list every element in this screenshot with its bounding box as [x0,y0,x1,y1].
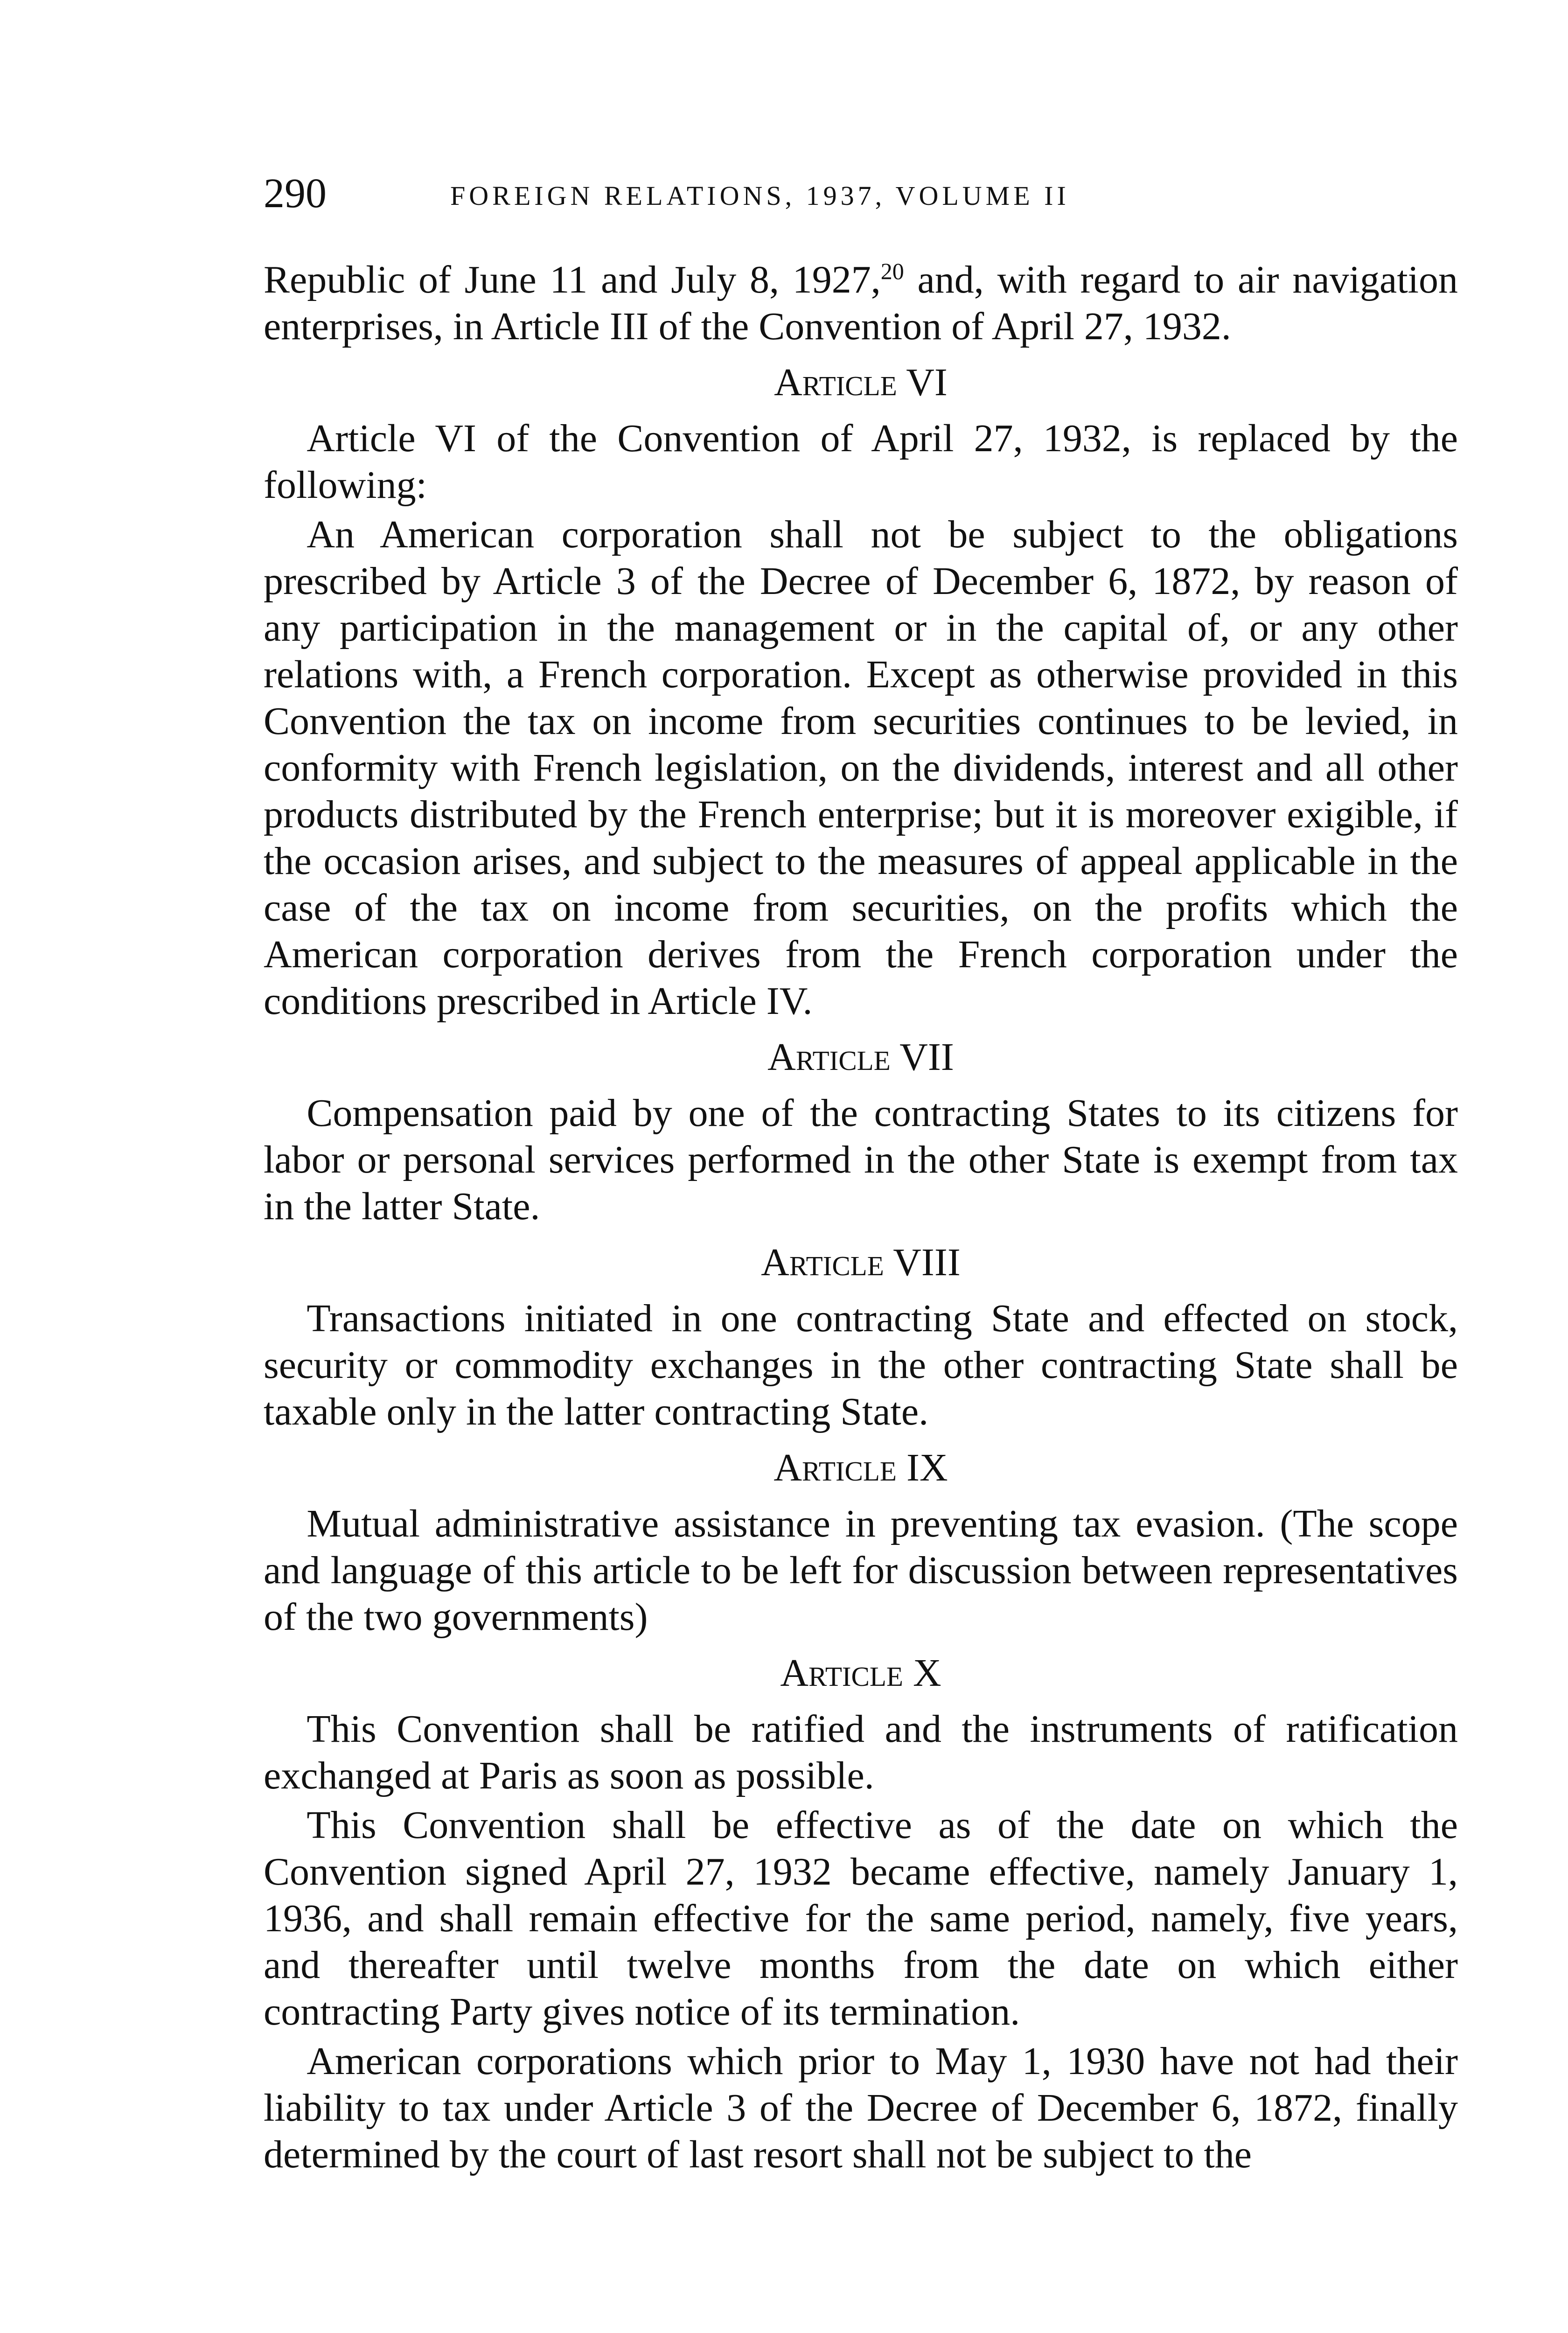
running-head: FOREIGN RELATIONS, 1937, VOLUME II [450,181,1070,211]
page-header [264,168,1458,219]
article-x-paragraph-1: This Convention shall be ratified and the instruments of ratification exchanged at Paris as soon as possible. [264,1707,1458,1797]
article-viii-heading: Article VIII [761,1241,961,1284]
article-x-paragraph-2: This Convention shall be effective as of the date on which the Convention signed April 27, 1932 became effective, namely January 1, 1936, and shall remain effective for the same period, namely, five years, and thereafter until twelve months from the date on which either contracting Party gives notice of its termination. [264,1803,1458,2033]
article-viii-paragraph-1: Transactions initiated in one contracting State and effected on stock, security or commodity exchanges in the other contracting State shall be taxable only in the latter contracting State. [264,1297,1458,1433]
page-number: 290 [264,170,327,217]
page-body [264,257,1458,2178]
continued-text-after: and, with regard to air navigation enterprises, in Article III of the Convention of April 27, 1932. [264,258,1458,348]
footnote-reference: 20 [880,258,904,284]
article-vi-paragraph-1: Article VI of the Convention of April 27, 1932, is replaced by the following: [264,417,1458,507]
article-vi-heading: Article VI [774,361,948,404]
continued-paragraph [264,257,1458,350]
continued-text-before: Republic of June 11 and July 8, 1927, [264,258,881,301]
article-vii-heading: Article VII [767,1035,954,1079]
article-vii-paragraph-1: Compensation paid by one of the contracting States to its citizens for labor or personal services performed in the other State is exempt from tax in the latter State. [264,1091,1458,1228]
article-vi-paragraph-2: An American corporation shall not be subject to the obligations prescribed by Article 3 of the Decree of December 6, 1872, by reason of any participation in the management or in the capital of, or any other relations with, a French corporation. Except as otherwise provided in this Convention the tax on income from securities continues to be levied, in conformity with French legislation, on the dividends, interest and all other products distributed by the French enterprise; but it is moreover exigible, if the occasion arises, and subject to the measures of appeal applicable in the case of the tax on income from securities, on the profits which the American corporation derives from the French corporation under the conditions prescribed in Article IV. [264,513,1458,1023]
article-x-paragraph-3: American corporations which prior to May 1, 1930 have not had their liability to tax under Article 3 of the Decree of December 6, 1872, finally determined by the court of last resort shall not be subject to the [264,2040,1458,2176]
article-x-heading: Article X [780,1651,941,1695]
article-ix-heading: Article IX [774,1446,948,1489]
article-ix-paragraph-1: Mutual administrative assistance in preventing tax evasion. (The scope and language of this article to be left for discussion between representatives of the two governments) [264,1502,1458,1639]
